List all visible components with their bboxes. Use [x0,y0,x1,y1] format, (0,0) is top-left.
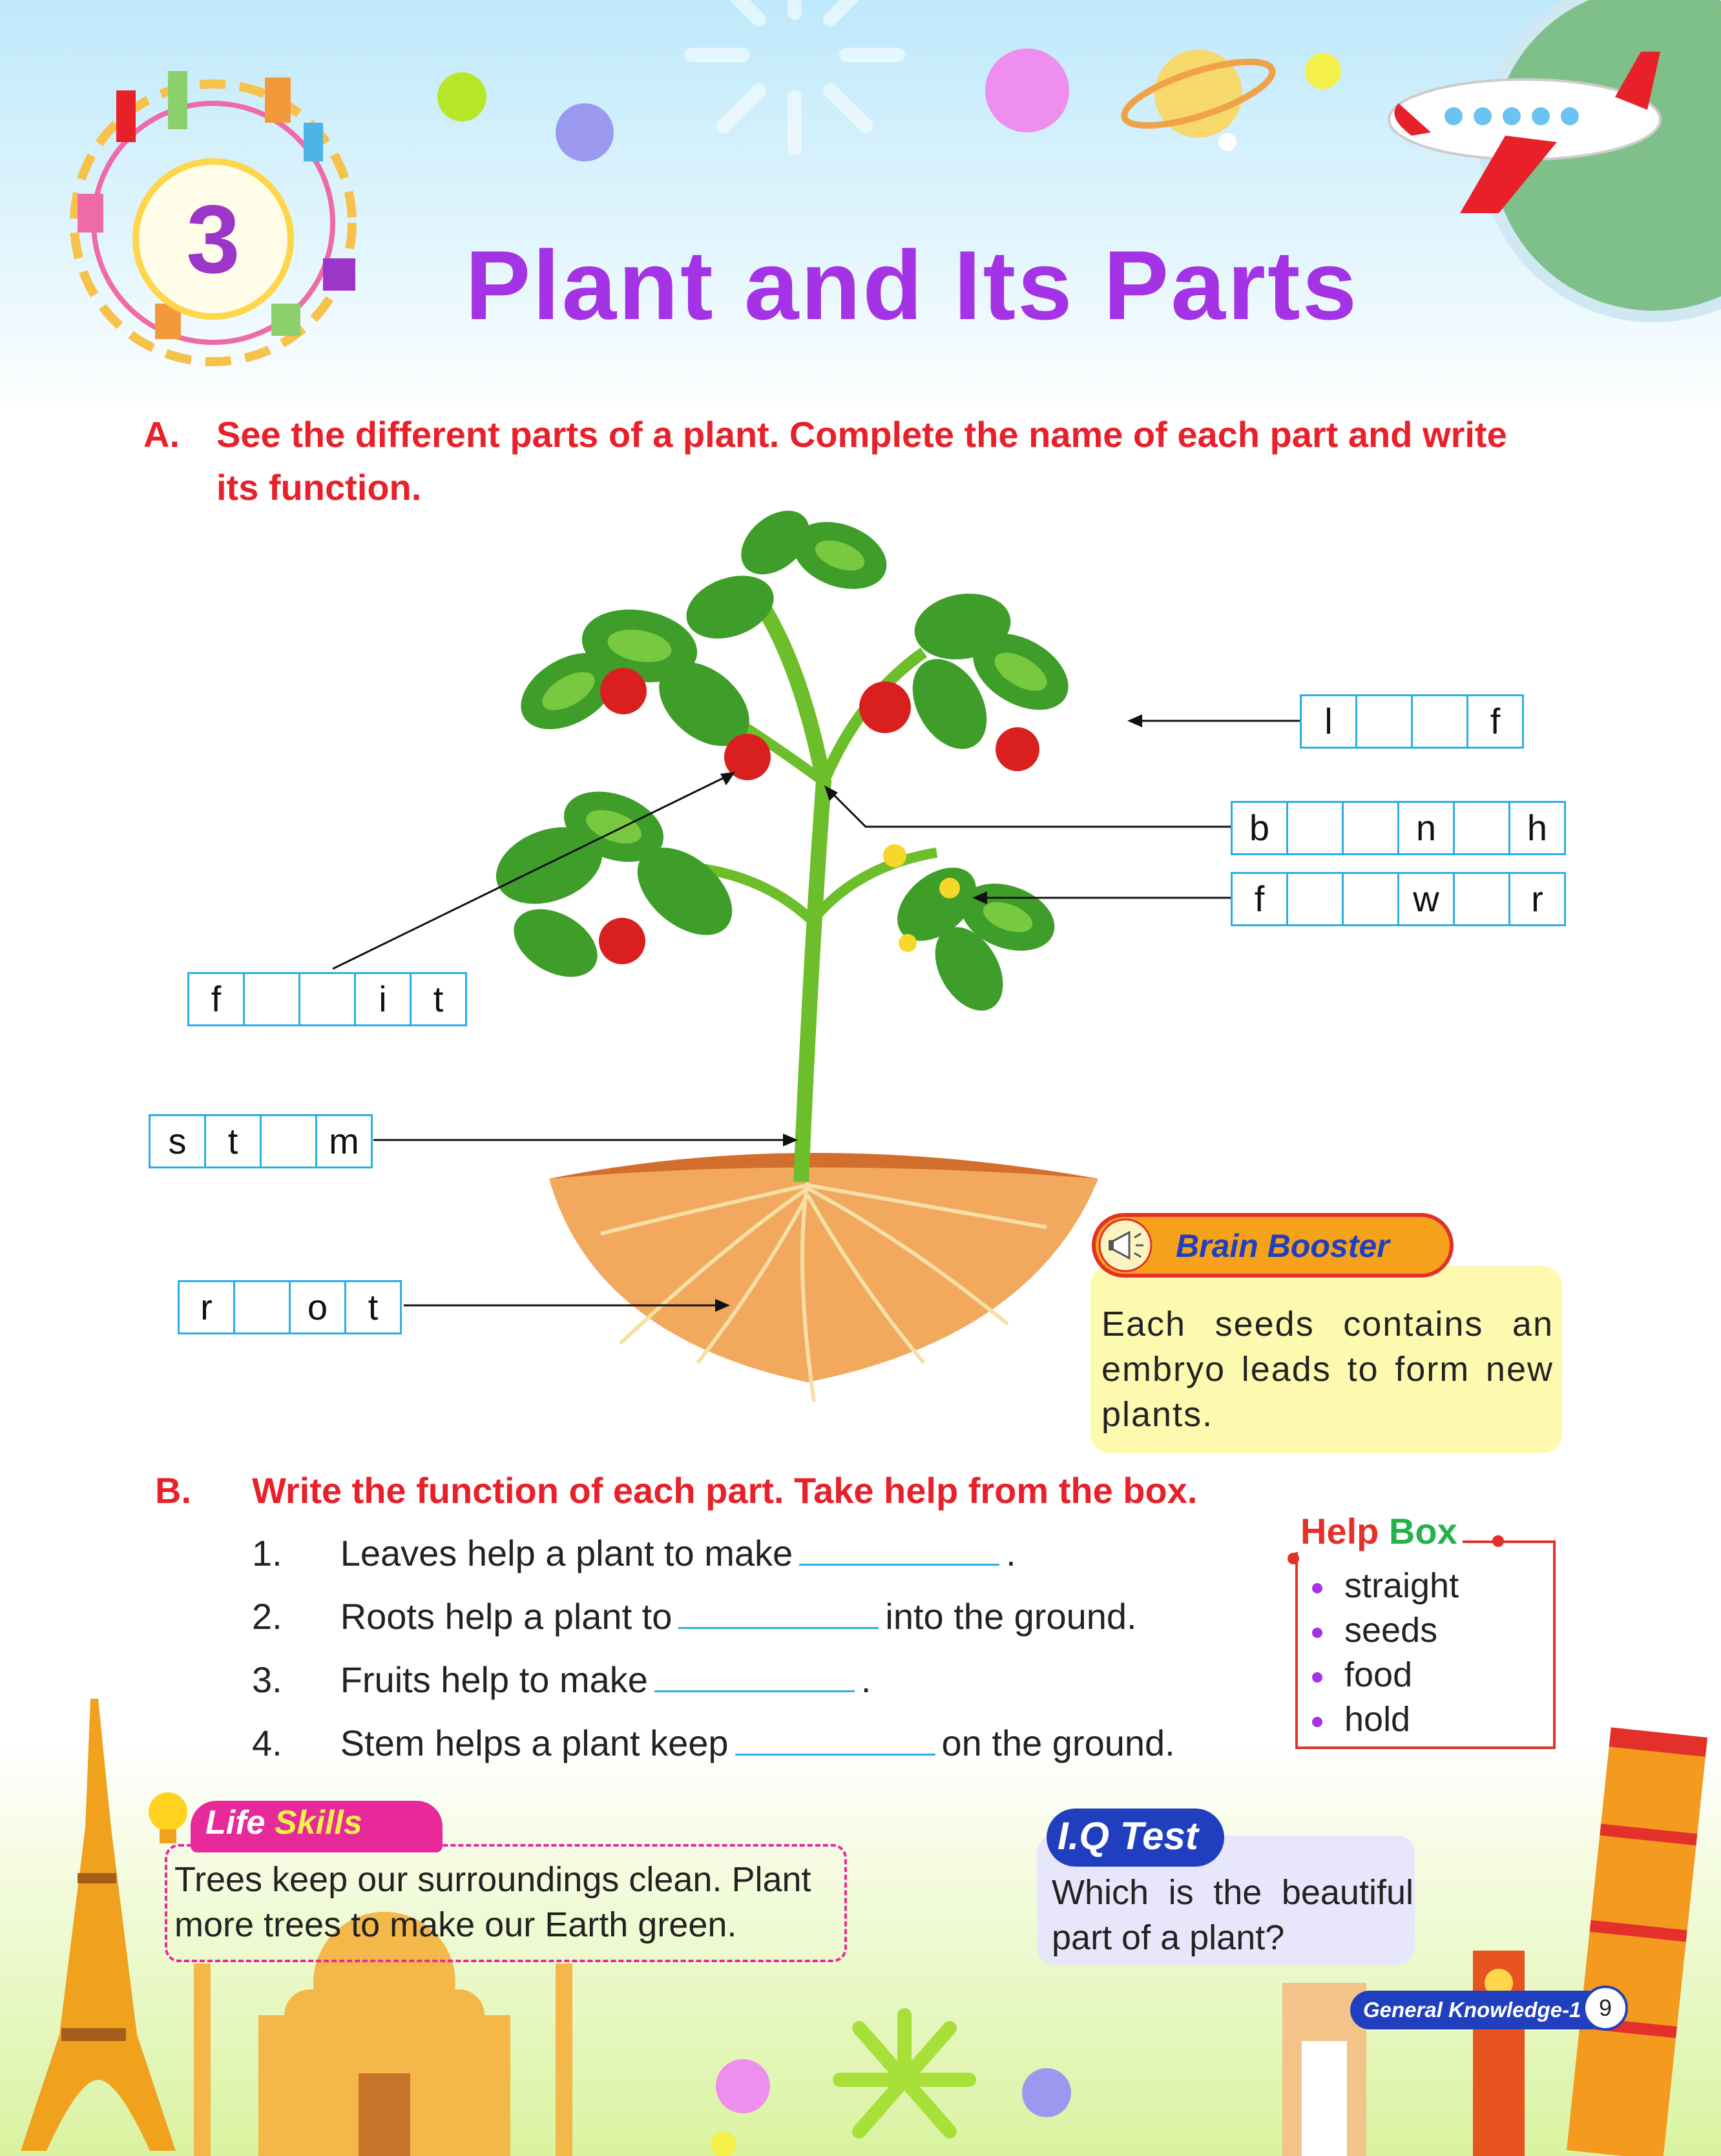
letter-cell-blank[interactable] [1344,803,1399,853]
help-word: food [1312,1653,1459,1697]
help-box-title: Help Box [1295,1510,1463,1552]
question-number: 1. [252,1533,282,1573]
leaf-word-box [1300,694,1524,749]
question-number: 4. [252,1723,282,1763]
question-text-end: into the ground. [885,1596,1137,1637]
life-skills-text: Trees keep our surroundings clean. Plant more trees to make our Earth green. [174,1860,811,1944]
letter-cell: i [356,974,412,1024]
letter-cell: s [151,1116,206,1166]
letter-cell: o [291,1282,346,1332]
letter-cell-blank[interactable] [1344,874,1399,924]
question-1 [252,1532,1016,1574]
letter-cell: t [433,979,444,1019]
letter-cell: f [1233,874,1288,924]
leaves [485,504,1081,1022]
letter-cell-blank[interactable] [1455,803,1510,853]
letter-cell-blank[interactable] [1288,803,1344,853]
letter-cell: f [189,974,245,1024]
clock-tower-icon [1473,1951,1525,2156]
root-word-box [178,1280,402,1334]
letter-cell-blank[interactable] [235,1282,291,1332]
letter-cell-blank[interactable] [1455,874,1510,924]
dot-decoration [1218,133,1236,151]
brain-booster-label: Brain Booster [1176,1228,1390,1264]
branch-word-box [1231,801,1566,855]
help-word: seeds [1312,1608,1459,1653]
letter-cell: f [1490,701,1501,741]
book-title-footer: General Knowledge-1 [1350,1991,1594,2029]
letter-cell: h [1527,807,1548,848]
flower-word-box [1231,872,1566,926]
planet-icon [1118,49,1278,139]
letter-cell-blank[interactable] [1288,874,1344,924]
letter-cell: l [1302,696,1357,747]
letter-cell-blank[interactable] [1357,696,1413,747]
letter-cell: r [1531,878,1543,919]
section-a-letter: A. [143,414,180,455]
question-text: Fruits help to make [340,1659,648,1700]
section-b-instruction: Write the function of each part. Take help from the box. [252,1470,1198,1511]
chapter-number: 3 [132,158,294,320]
section-a-instruction-line2: its function. [216,467,422,508]
answer-blank[interactable] [799,1533,999,1566]
letter-cell-blank[interactable] [1413,696,1468,747]
question-2 [252,1595,1137,1637]
question-text-end: on the ground. [941,1723,1175,1763]
lightbulb-icon [145,1789,191,1854]
question-text: Roots help a plant to [340,1596,673,1637]
megaphone-icon [1098,1218,1153,1272]
stem-word-box [149,1114,373,1168]
page-title: Plant and Its Parts [465,231,1359,340]
question-text-end: . [860,1659,871,1700]
answer-blank[interactable] [678,1596,879,1629]
dot-decoration [556,103,614,161]
leaning-tower-icon [1567,1727,1707,2156]
sunburst-decoration [691,0,898,149]
letter-cell: t [206,1116,262,1166]
question-text-end: . [1006,1533,1016,1573]
question-number: 2. [252,1596,282,1637]
page-number: 9 [1583,1985,1628,2031]
question-number: 3. [252,1659,282,1700]
iq-test-label: I.Q Test [1058,1814,1198,1858]
section-b-letter: B. [155,1470,191,1511]
sunburst-bottom-decoration [840,2015,969,2131]
help-word: hold [1312,1697,1459,1742]
fruit-word-box [187,972,467,1026]
iq-test-text: Which is the beautiful part of a plant? [1052,1873,1413,1957]
letter-cell: w [1399,874,1455,924]
section-a-instruction-line1: See the different parts of a plant. Complete the name of each part and write [216,414,1507,455]
letter-cell: t [368,1287,379,1327]
dot-decoration [437,72,486,121]
letter-cell-blank[interactable] [245,974,300,1024]
dot-decoration [1305,53,1341,89]
letter-cell: r [180,1282,235,1332]
letter-cell: n [1399,803,1455,853]
eiffel-tower-icon [21,1699,176,2151]
brain-booster-text: Each seeds contains an embryo leads to form new plants. [1101,1305,1554,1434]
letter-cell-blank[interactable] [300,974,356,1024]
question-text: Stem helps a plant keep [340,1723,729,1763]
help-word: straight [1312,1564,1459,1608]
letter-cell-blank[interactable] [262,1116,317,1166]
life-skills-label: Life Skills [205,1804,362,1841]
dot-decoration [985,48,1069,132]
letter-cell: b [1233,803,1288,853]
letter-cell: m [329,1121,359,1161]
question-text: Leaves help a plant to make [340,1533,793,1573]
